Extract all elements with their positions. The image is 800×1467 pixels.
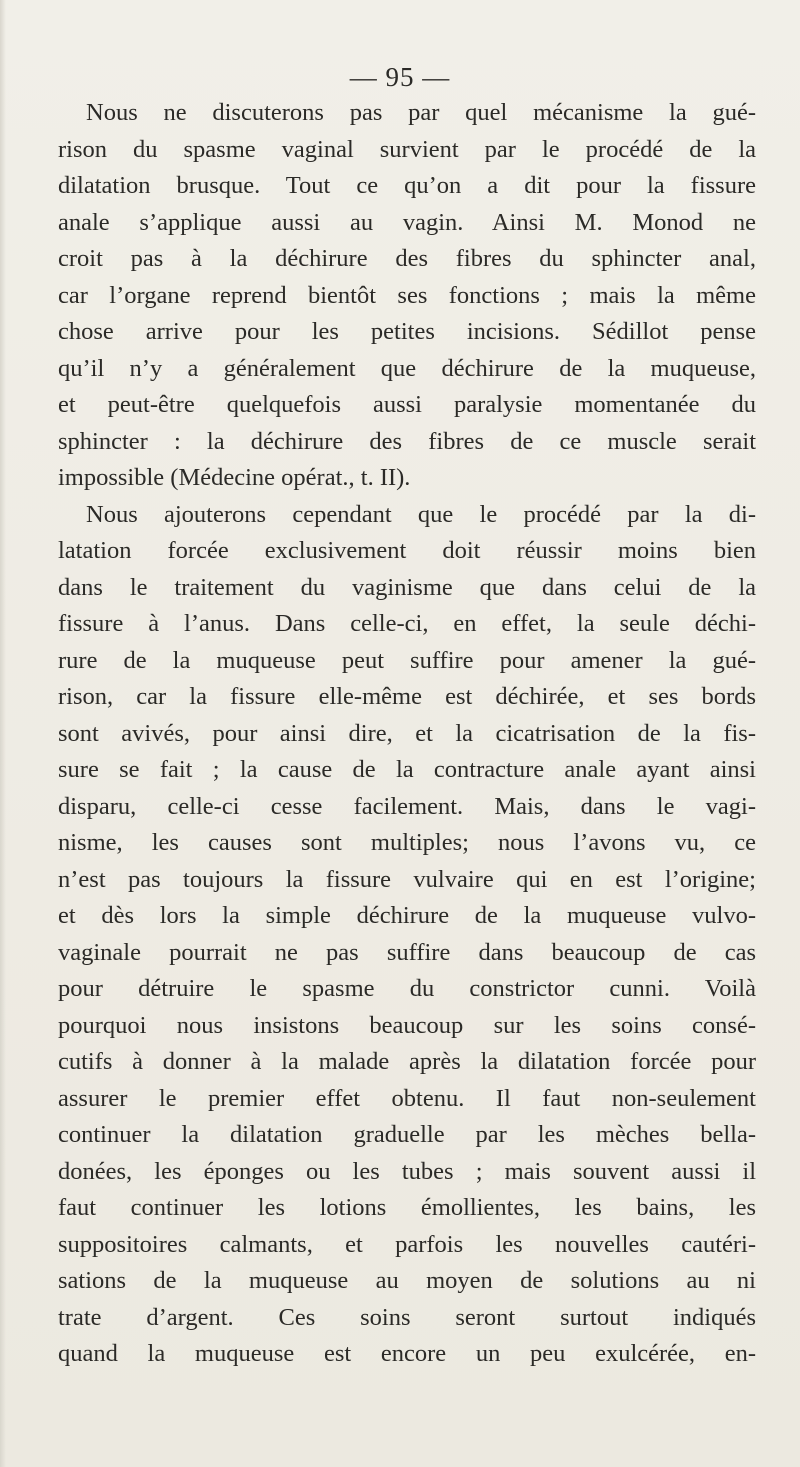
text-line: disparu, celle-ci cesse facilement. Mais, dans le vagi- — [58, 792, 756, 820]
text-line: car l’organe reprend bientôt ses fonctions ; mais la même — [58, 281, 756, 309]
text-line: Nous ne discuterons pas par quel mécanisme la gué- — [86, 99, 756, 126]
text-line: vaginale pourrait ne pas suffire dans beaucoup de cas — [58, 938, 756, 966]
text-line: dans le traitement du vaginisme que dans celui de la — [58, 573, 756, 601]
page-number: — 95 — — [349, 62, 451, 92]
text-line: continuer la dilatation graduelle par les mèches bella- — [58, 1121, 756, 1148]
text-line: cutifs à donner à la malade après la dilatation forcée pour — [58, 1048, 756, 1075]
text-line: pourquoi nous insistons beaucoup sur les soins consé- — [58, 1011, 756, 1039]
text-line: chose arrive pour les petites incisions. Sédillot pense — [58, 318, 756, 345]
text-line: rure de la muqueuse peut suffire pour amener la gué- — [58, 646, 756, 674]
text-line: anale s’applique aussi au vagin. Ainsi M. Monod ne — [58, 208, 756, 236]
text-line: qu’il n’y a généralement que déchirure de la muqueuse, — [58, 354, 756, 382]
text-line: Nous ajouterons cependant que le procédé par la di- — [86, 500, 756, 528]
text-line: n’est pas toujours la fissure vulvaire qui en est l’origine; — [58, 865, 756, 893]
text-line: croit pas à la déchirure des fibres du sphincter anal, — [58, 245, 756, 272]
text-line: faut continuer les lotions émollientes, les bains, les — [58, 1194, 756, 1221]
text-line: sations de la muqueuse au moyen de solutions au ni — [58, 1267, 756, 1294]
text-line: assurer le premier effet obtenu. Il faut non-seulement — [58, 1084, 756, 1112]
body-text — [58, 95, 756, 1373]
text-line: sont avivés, pour ainsi dire, et la cicatrisation de la fis- — [58, 719, 756, 747]
text-line: donées, les éponges ou les tubes ; mais souvent aussi il — [58, 1157, 756, 1185]
text-line: pour détruire le spasme du constrictor cunni. Voilà — [58, 975, 756, 1002]
text-line: sure se fait ; la cause de la contracture anale ayant ainsi — [58, 756, 756, 783]
text-line: rison du spasme vaginal survient par le procédé de la — [58, 135, 756, 163]
scan-edge-shadow — [0, 0, 6, 1467]
text-line: trate d’argent. Ces soins seront surtout indiqués — [58, 1303, 756, 1331]
text-line: suppositoires calmants, et parfois les nouvelles cautéri- — [58, 1230, 756, 1258]
text-line: dilatation brusque. Tout ce qu’on a dit pour la fissure — [58, 172, 756, 199]
text-line: nisme, les causes sont multiples; nous l’avons vu, ce — [58, 829, 756, 856]
text-line: sphincter : la déchirure des fibres de ce muscle serait — [58, 427, 756, 455]
text-line: rison, car la fissure elle-même est déchirée, et ses bords — [58, 683, 756, 710]
text-line: impossible (Médecine opérat., t. II). — [58, 464, 411, 491]
text-line: et dès lors la simple déchirure de la muqueuse vulvo- — [58, 902, 756, 929]
text-line: et peut-être quelquefois aussi paralysie momentanée du — [58, 391, 756, 418]
text-line: fissure à l’anus. Dans celle-ci, en effet, la seule déchi- — [58, 610, 756, 637]
text-line: quand la muqueuse est encore un peu exulcérée, en- — [58, 1340, 756, 1367]
text-line: latation forcée exclusivement doit réussir moins bien — [58, 537, 756, 564]
